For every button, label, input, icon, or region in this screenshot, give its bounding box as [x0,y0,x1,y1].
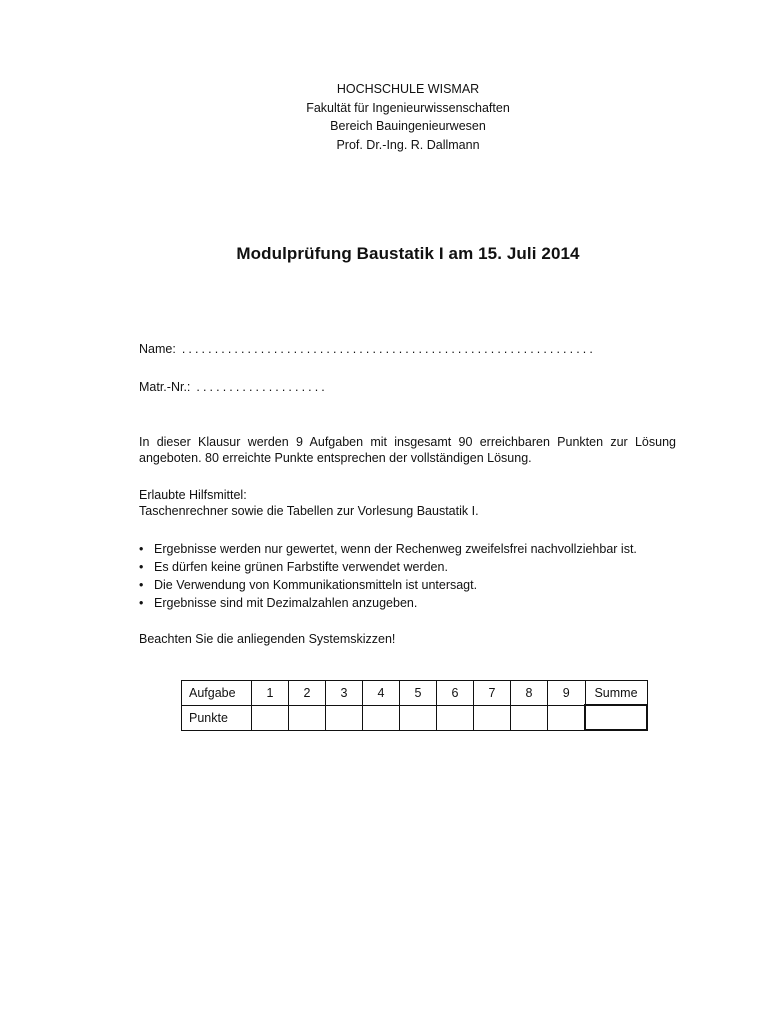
task-row [182,681,648,706]
points-cell-3[interactable] [326,705,363,730]
allowed-aids-text: Taschenrechner sowie die Tabellen zur Vorlesung Baustatik I. [139,504,479,518]
task-number: 3 [326,681,363,706]
name-field[interactable] [139,342,596,356]
matriculation-dotted-line[interactable]: .................... [196,380,328,394]
faculty-name: Fakultät für Ingenieurwissenschaften [306,100,510,115]
allowed-aids-heading: Erlaubte Hilfsmittel: [139,488,247,502]
rule-item: • Die Verwendung von Kommunikationsmitteln ist untersagt. [139,576,699,594]
exam-title: Modulprüfung Baustatik I am 15. Juli 2014 [236,244,580,263]
task-number: 6 [437,681,474,706]
department-name: Bereich Bauingenieurwesen [330,119,486,133]
points-cell-9[interactable] [548,705,586,730]
name-label: Name: [139,342,176,356]
allowed-aids [139,487,676,519]
institution-header [0,80,768,154]
task-number: 8 [511,681,548,706]
score-table [181,680,648,731]
task-number: 5 [400,681,437,706]
matriculation-field[interactable] [139,380,328,394]
points-cell-7[interactable] [474,705,511,730]
points-cell-1[interactable] [252,705,289,730]
points-cell-5[interactable] [400,705,437,730]
task-row-label: Aufgabe [182,681,252,706]
professor-name: Prof. Dr.-Ing. R. Dallmann [336,137,480,152]
task-number: 4 [363,681,400,706]
rule-item: • Es dürfen keine grünen Farbstifte verwendet werden. [139,558,699,576]
task-number: 7 [474,681,511,706]
task-number: 9 [548,681,586,706]
task-number: 2 [289,681,326,706]
points-cell-4[interactable] [363,705,400,730]
points-cell-8[interactable] [511,705,548,730]
rules-list [139,540,699,612]
matriculation-label: Matr.-Nr.: [139,380,191,394]
rule-item: • Ergebnisse werden nur gewertet, wenn der Rechenweg zweifelsfrei nachvollziehbar ist. [139,540,699,558]
points-cell-6[interactable] [437,705,474,730]
points-cell-2[interactable] [289,705,326,730]
university-name: HOCHSCHULE WISMAR [336,82,480,96]
points-row-label: Punkte [182,705,252,730]
sketch-note: Beachten Sie die anliegenden Systemskizzen! [139,632,396,646]
points-row [182,705,648,730]
intro-paragraph: In dieser Klausur werden 9 Aufgaben mit insgesamt 90 erreichbaren Punkten zur Lösung angeboten. 80 erreichte Punkte entsprechen der vollständigen Lösung. [139,435,676,465]
name-dotted-line[interactable]: ............................................................... [181,342,596,356]
rule-item: • Ergebnisse sind mit Dezimalzahlen anzugeben. [139,594,699,612]
sum-header: Summe [585,681,647,706]
points-sum-cell[interactable] [585,705,647,730]
task-number: 1 [252,681,289,706]
